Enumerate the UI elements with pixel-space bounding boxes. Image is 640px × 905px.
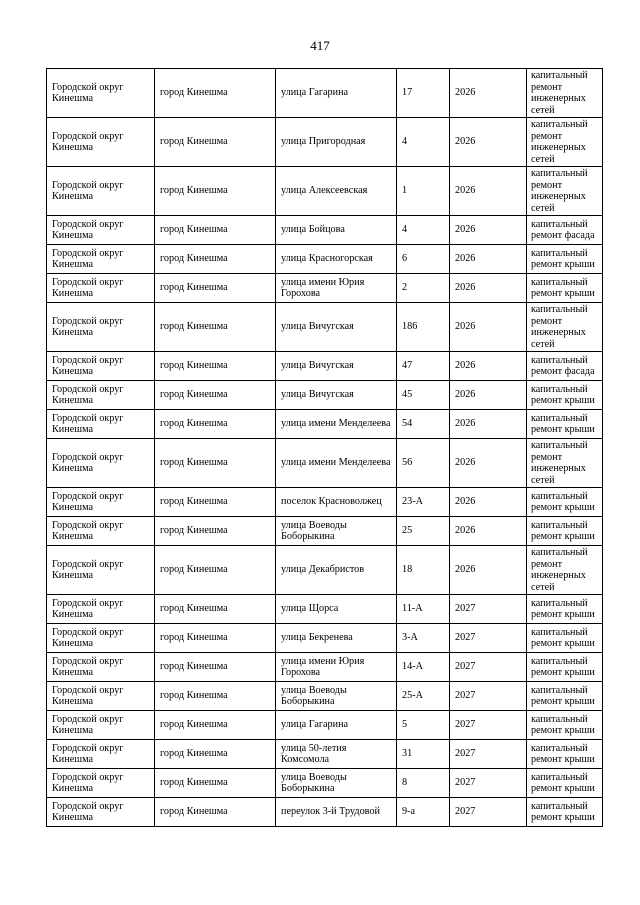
- district-cell: Городской округ Кинешма: [47, 798, 155, 827]
- year-cell: 2026: [450, 274, 527, 303]
- district-cell: Городской округ Кинешма: [47, 682, 155, 711]
- table-row: [47, 118, 603, 167]
- year-cell: 2026: [450, 517, 527, 546]
- year-cell: 2027: [450, 769, 527, 798]
- locality-cell: город Кинешма: [155, 69, 276, 118]
- year-cell: 2027: [450, 740, 527, 769]
- locality-cell: город Кинешма: [155, 488, 276, 517]
- work-type-cell: капитальный ремонт крыши: [527, 381, 603, 410]
- street-cell: улица имени Менделеева: [276, 410, 397, 439]
- locality-cell: город Кинешма: [155, 245, 276, 274]
- district-cell: Городской округ Кинешма: [47, 546, 155, 595]
- table-row: [47, 69, 603, 118]
- street-cell: улица Вичугская: [276, 381, 397, 410]
- street-cell: улица Вичугская: [276, 303, 397, 352]
- work-type-cell: капитальный ремонт инженерных сетей: [527, 303, 603, 352]
- work-type-cell: капитальный ремонт крыши: [527, 517, 603, 546]
- year-cell: 2026: [450, 303, 527, 352]
- street-cell: улица Гагарина: [276, 69, 397, 118]
- page-number: 417: [310, 38, 330, 53]
- locality-cell: город Кинешма: [155, 653, 276, 682]
- table-row: [47, 769, 603, 798]
- house-cell: 54: [397, 410, 450, 439]
- house-cell: 4: [397, 118, 450, 167]
- work-type-cell: капитальный ремонт инженерных сетей: [527, 69, 603, 118]
- locality-cell: город Кинешма: [155, 595, 276, 624]
- district-cell: Городской округ Кинешма: [47, 274, 155, 303]
- house-cell: 14-А: [397, 653, 450, 682]
- district-cell: Городской округ Кинешма: [47, 488, 155, 517]
- work-type-cell: капитальный ремонт крыши: [527, 488, 603, 517]
- street-cell: улица 50-летия Комсомола: [276, 740, 397, 769]
- locality-cell: город Кинешма: [155, 118, 276, 167]
- house-cell: 1: [397, 167, 450, 216]
- street-cell: улица Алексеевская: [276, 167, 397, 216]
- house-cell: 5: [397, 711, 450, 740]
- locality-cell: город Кинешма: [155, 682, 276, 711]
- district-cell: Городской округ Кинешма: [47, 439, 155, 488]
- street-cell: поселок Красноволжец: [276, 488, 397, 517]
- table-row: [47, 488, 603, 517]
- work-type-cell: капитальный ремонт крыши: [527, 595, 603, 624]
- district-cell: Городской округ Кинешма: [47, 167, 155, 216]
- street-cell: улица Бекренева: [276, 624, 397, 653]
- district-cell: Городской округ Кинешма: [47, 624, 155, 653]
- work-type-cell: капитальный ремонт крыши: [527, 274, 603, 303]
- table-row: [47, 352, 603, 381]
- street-cell: улица Гагарина: [276, 711, 397, 740]
- district-cell: Городской округ Кинешма: [47, 517, 155, 546]
- year-cell: 2026: [450, 245, 527, 274]
- street-cell: улица Бойцова: [276, 216, 397, 245]
- district-cell: Городской округ Кинешма: [47, 69, 155, 118]
- locality-cell: город Кинешма: [155, 352, 276, 381]
- work-type-cell: капитальный ремонт крыши: [527, 624, 603, 653]
- house-cell: 8: [397, 769, 450, 798]
- work-type-cell: капитальный ремонт крыши: [527, 410, 603, 439]
- year-cell: 2026: [450, 488, 527, 517]
- house-cell: 4: [397, 216, 450, 245]
- locality-cell: город Кинешма: [155, 410, 276, 439]
- house-cell: 2: [397, 274, 450, 303]
- district-cell: Городской округ Кинешма: [47, 410, 155, 439]
- work-type-cell: капитальный ремонт крыши: [527, 798, 603, 827]
- locality-cell: город Кинешма: [155, 798, 276, 827]
- year-cell: 2027: [450, 798, 527, 827]
- table-row: [47, 595, 603, 624]
- street-cell: улица Воеводы Боборыкина: [276, 769, 397, 798]
- table-row: [47, 711, 603, 740]
- street-cell: улица Вичугская: [276, 352, 397, 381]
- year-cell: 2027: [450, 711, 527, 740]
- district-cell: Городской округ Кинешма: [47, 381, 155, 410]
- district-cell: Городской округ Кинешма: [47, 303, 155, 352]
- district-cell: Городской округ Кинешма: [47, 118, 155, 167]
- table-row: [47, 740, 603, 769]
- locality-cell: город Кинешма: [155, 624, 276, 653]
- district-cell: Городской округ Кинешма: [47, 216, 155, 245]
- house-cell: 56: [397, 439, 450, 488]
- locality-cell: город Кинешма: [155, 216, 276, 245]
- locality-cell: город Кинешма: [155, 517, 276, 546]
- work-type-cell: капитальный ремонт крыши: [527, 769, 603, 798]
- street-cell: улица Воеводы Боборыкина: [276, 517, 397, 546]
- locality-cell: город Кинешма: [155, 439, 276, 488]
- table-row: [47, 303, 603, 352]
- table-row: [47, 682, 603, 711]
- work-type-cell: капитальный ремонт крыши: [527, 245, 603, 274]
- district-cell: Городской округ Кинешма: [47, 740, 155, 769]
- table-row: [47, 517, 603, 546]
- table-row: [47, 624, 603, 653]
- locality-cell: город Кинешма: [155, 740, 276, 769]
- work-type-cell: капитальный ремонт инженерных сетей: [527, 167, 603, 216]
- district-cell: Городской округ Кинешма: [47, 653, 155, 682]
- house-cell: 3-А: [397, 624, 450, 653]
- year-cell: 2026: [450, 118, 527, 167]
- house-cell: 25: [397, 517, 450, 546]
- table-row: [47, 245, 603, 274]
- year-cell: 2026: [450, 546, 527, 595]
- year-cell: 2026: [450, 69, 527, 118]
- locality-cell: город Кинешма: [155, 711, 276, 740]
- year-cell: 2027: [450, 653, 527, 682]
- street-cell: улица Щорса: [276, 595, 397, 624]
- house-cell: 6: [397, 245, 450, 274]
- repair-schedule-table: [46, 68, 603, 827]
- house-cell: 9-а: [397, 798, 450, 827]
- year-cell: 2027: [450, 624, 527, 653]
- year-cell: 2027: [450, 682, 527, 711]
- table-row: [47, 274, 603, 303]
- district-cell: Городской округ Кинешма: [47, 711, 155, 740]
- street-cell: переулок 3-й Трудовой: [276, 798, 397, 827]
- work-type-cell: капитальный ремонт крыши: [527, 653, 603, 682]
- house-cell: 25-А: [397, 682, 450, 711]
- year-cell: 2026: [450, 439, 527, 488]
- street-cell: улица имени Юрия Горохова: [276, 274, 397, 303]
- house-cell: 23-А: [397, 488, 450, 517]
- locality-cell: город Кинешма: [155, 546, 276, 595]
- year-cell: 2026: [450, 216, 527, 245]
- work-type-cell: капитальный ремонт инженерных сетей: [527, 118, 603, 167]
- year-cell: 2026: [450, 167, 527, 216]
- house-cell: 17: [397, 69, 450, 118]
- work-type-cell: капитальный ремонт крыши: [527, 740, 603, 769]
- street-cell: улица Красногорская: [276, 245, 397, 274]
- table-row: [47, 653, 603, 682]
- street-cell: улица Пригородная: [276, 118, 397, 167]
- district-cell: Городской округ Кинешма: [47, 352, 155, 381]
- street-cell: улица имени Менделеева: [276, 439, 397, 488]
- table-row: [47, 167, 603, 216]
- district-cell: Городской округ Кинешма: [47, 245, 155, 274]
- house-cell: 11-А: [397, 595, 450, 624]
- year-cell: 2026: [450, 410, 527, 439]
- street-cell: улица имени Юрия Горохова: [276, 653, 397, 682]
- work-type-cell: капитальный ремонт фасада: [527, 216, 603, 245]
- year-cell: 2026: [450, 352, 527, 381]
- house-cell: 47: [397, 352, 450, 381]
- work-type-cell: капитальный ремонт крыши: [527, 682, 603, 711]
- house-cell: 45: [397, 381, 450, 410]
- work-type-cell: капитальный ремонт фасада: [527, 352, 603, 381]
- district-cell: Городской округ Кинешма: [47, 769, 155, 798]
- work-type-cell: капитальный ремонт крыши: [527, 711, 603, 740]
- house-cell: 186: [397, 303, 450, 352]
- work-type-cell: капитальный ремонт инженерных сетей: [527, 546, 603, 595]
- district-cell: Городской округ Кинешма: [47, 595, 155, 624]
- street-cell: улица Декабристов: [276, 546, 397, 595]
- locality-cell: город Кинешма: [155, 274, 276, 303]
- house-cell: 18: [397, 546, 450, 595]
- table-row: [47, 410, 603, 439]
- year-cell: 2026: [450, 381, 527, 410]
- table-row: [47, 798, 603, 827]
- table-row: [47, 439, 603, 488]
- work-type-cell: капитальный ремонт инженерных сетей: [527, 439, 603, 488]
- table-row: [47, 546, 603, 595]
- locality-cell: город Кинешма: [155, 167, 276, 216]
- street-cell: улица Воеводы Боборыкина: [276, 682, 397, 711]
- table-row: [47, 216, 603, 245]
- year-cell: 2027: [450, 595, 527, 624]
- locality-cell: город Кинешма: [155, 769, 276, 798]
- table-row: [47, 381, 603, 410]
- locality-cell: город Кинешма: [155, 381, 276, 410]
- house-cell: 31: [397, 740, 450, 769]
- table-body: [47, 69, 603, 827]
- locality-cell: город Кинешма: [155, 303, 276, 352]
